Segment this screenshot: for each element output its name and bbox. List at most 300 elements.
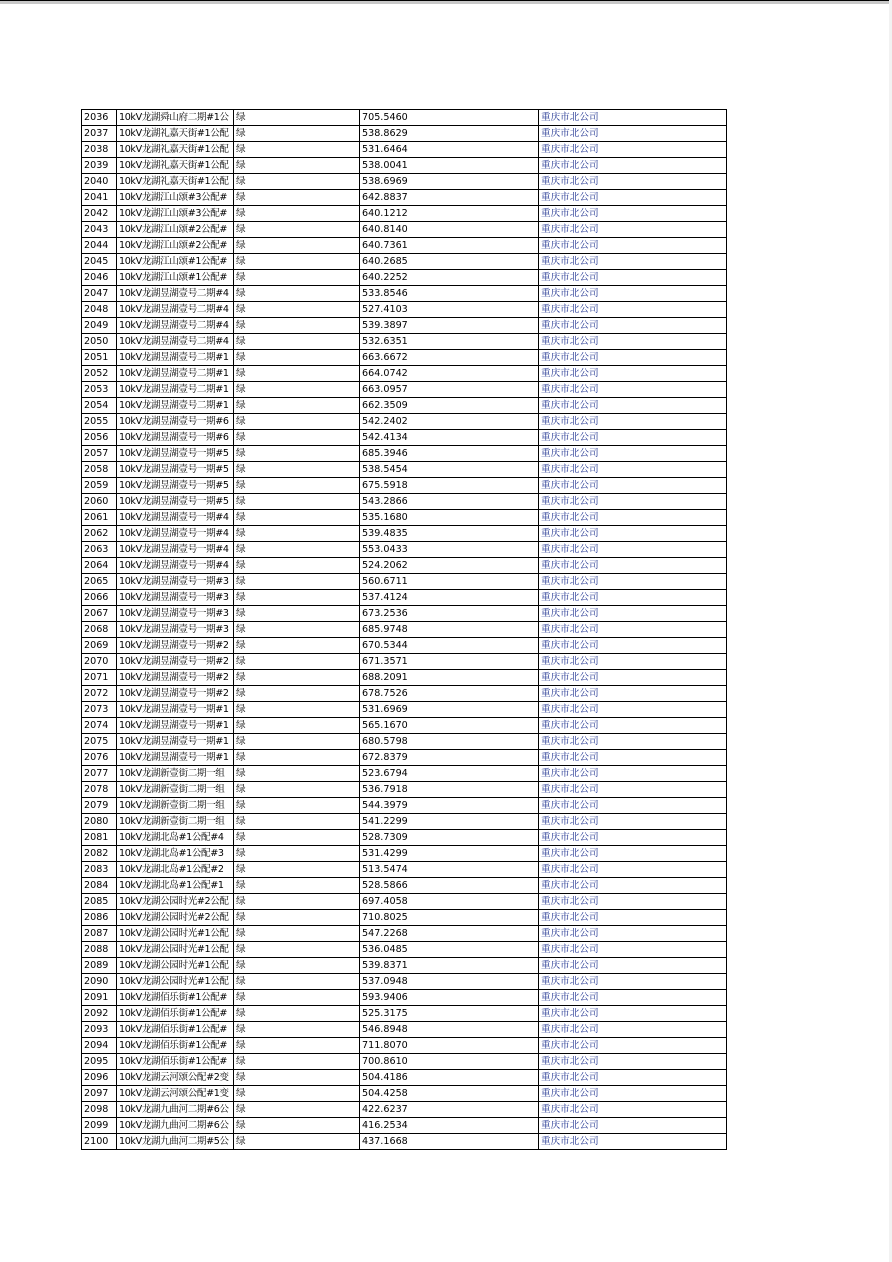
value-cell: 504.4258 [360, 1086, 539, 1102]
table-row [82, 110, 727, 126]
status-color-cell: 绿 [234, 558, 360, 574]
device-name-cell: 10kV龙湖昱湖壹号一期#4 [117, 526, 234, 542]
row-number-cell: 2075 [82, 734, 117, 750]
status-color-cell: 绿 [234, 990, 360, 1006]
company-cell: 重庆市北公司 [539, 142, 727, 158]
company-cell: 重庆市北公司 [539, 734, 727, 750]
table-row [82, 382, 727, 398]
value-cell: 670.5344 [360, 638, 539, 654]
row-number-cell: 2081 [82, 830, 117, 846]
row-number-cell: 2071 [82, 670, 117, 686]
status-color-cell: 绿 [234, 254, 360, 270]
device-name-cell: 10kV龙湖九曲河二期#5公 [117, 1134, 234, 1150]
page-top-shadow [0, 1, 892, 4]
device-name-cell: 10kV龙湖昱湖壹号一期#1 [117, 702, 234, 718]
company-cell: 重庆市北公司 [539, 494, 727, 510]
status-color-cell: 绿 [234, 574, 360, 590]
value-cell: 504.4186 [360, 1070, 539, 1086]
company-cell: 重庆市北公司 [539, 254, 727, 270]
row-number-cell: 2072 [82, 686, 117, 702]
device-name-cell: 10kV龙湖昱湖壹号一期#1 [117, 718, 234, 734]
row-number-cell: 2099 [82, 1118, 117, 1134]
status-color-cell: 绿 [234, 334, 360, 350]
row-number-cell: 2098 [82, 1102, 117, 1118]
row-number-cell: 2057 [82, 446, 117, 462]
status-color-cell: 绿 [234, 174, 360, 190]
device-name-cell: 10kV龙湖佰乐街#1公配# [117, 990, 234, 1006]
company-cell: 重庆市北公司 [539, 958, 727, 974]
value-cell: 710.8025 [360, 910, 539, 926]
company-cell: 重庆市北公司 [539, 558, 727, 574]
company-cell: 重庆市北公司 [539, 462, 727, 478]
status-color-cell: 绿 [234, 734, 360, 750]
table-row [82, 254, 727, 270]
row-number-cell: 2095 [82, 1054, 117, 1070]
value-cell: 538.6969 [360, 174, 539, 190]
row-number-cell: 2047 [82, 286, 117, 302]
device-name-cell: 10kV龙湖昱湖壹号一期#3 [117, 590, 234, 606]
company-cell: 重庆市北公司 [539, 750, 727, 766]
device-name-cell: 10kV龙湖昱湖壹号二期#4 [117, 318, 234, 334]
table-row [82, 462, 727, 478]
value-cell: 560.6711 [360, 574, 539, 590]
device-name-cell: 10kV龙湖佰乐街#1公配# [117, 1054, 234, 1070]
status-color-cell: 绿 [234, 222, 360, 238]
company-cell: 重庆市北公司 [539, 350, 727, 366]
value-cell: 532.6351 [360, 334, 539, 350]
device-name-cell: 10kV龙湖昱湖壹号一期#5 [117, 478, 234, 494]
row-number-cell: 2088 [82, 942, 117, 958]
value-cell: 416.2534 [360, 1118, 539, 1134]
device-name-cell: 10kV龙湖昱湖壹号二期#1 [117, 382, 234, 398]
status-color-cell: 绿 [234, 686, 360, 702]
device-name-cell: 10kV龙湖江山颂#1公配# [117, 270, 234, 286]
row-number-cell: 2070 [82, 654, 117, 670]
row-number-cell: 2046 [82, 270, 117, 286]
device-name-cell: 10kV龙湖佰乐街#1公配# [117, 1022, 234, 1038]
company-cell: 重庆市北公司 [539, 414, 727, 430]
company-cell: 重庆市北公司 [539, 270, 727, 286]
device-name-cell: 10kV龙湖新壹街二期一组 [117, 782, 234, 798]
company-cell: 重庆市北公司 [539, 606, 727, 622]
company-cell: 重庆市北公司 [539, 382, 727, 398]
company-cell: 重庆市北公司 [539, 478, 727, 494]
company-cell: 重庆市北公司 [539, 942, 727, 958]
table-row [82, 830, 727, 846]
device-name-cell: 10kV龙湖礼嘉天街#1公配 [117, 142, 234, 158]
table-row [82, 670, 727, 686]
table-row [82, 478, 727, 494]
company-cell: 重庆市北公司 [539, 718, 727, 734]
status-color-cell: 绿 [234, 158, 360, 174]
status-color-cell: 绿 [234, 366, 360, 382]
status-color-cell: 绿 [234, 622, 360, 638]
value-cell: 536.0485 [360, 942, 539, 958]
value-cell: 640.7361 [360, 238, 539, 254]
company-cell: 重庆市北公司 [539, 1134, 727, 1150]
row-number-cell: 2038 [82, 142, 117, 158]
company-cell: 重庆市北公司 [539, 1006, 727, 1022]
row-number-cell: 2090 [82, 974, 117, 990]
company-cell: 重庆市北公司 [539, 1038, 727, 1054]
row-number-cell: 2080 [82, 814, 117, 830]
row-number-cell: 2073 [82, 702, 117, 718]
device-name-cell: 10kV龙湖北岛#1公配#3 [117, 846, 234, 862]
table-row [82, 606, 727, 622]
table-row [82, 350, 727, 366]
company-cell: 重庆市北公司 [539, 766, 727, 782]
status-color-cell: 绿 [234, 110, 360, 126]
value-cell: 527.4103 [360, 302, 539, 318]
table-row [82, 1038, 727, 1054]
device-name-cell: 10kV龙湖佰乐街#1公配# [117, 1006, 234, 1022]
company-cell: 重庆市北公司 [539, 1022, 727, 1038]
status-color-cell: 绿 [234, 862, 360, 878]
table-row [82, 958, 727, 974]
table-row [82, 318, 727, 334]
table-row [82, 622, 727, 638]
value-cell: 525.3175 [360, 1006, 539, 1022]
value-cell: 531.6464 [360, 142, 539, 158]
device-name-cell: 10kV龙湖新壹街二期一组 [117, 814, 234, 830]
status-color-cell: 绿 [234, 206, 360, 222]
value-cell: 593.9406 [360, 990, 539, 1006]
table-row [82, 814, 727, 830]
table-row [82, 686, 727, 702]
row-number-cell: 2094 [82, 1038, 117, 1054]
table-row [82, 142, 727, 158]
device-name-cell: 10kV龙湖礼嘉天街#1公配 [117, 174, 234, 190]
device-name-cell: 10kV龙湖江山颂#3公配# [117, 206, 234, 222]
status-color-cell: 绿 [234, 446, 360, 462]
company-cell: 重庆市北公司 [539, 366, 727, 382]
value-cell: 538.0041 [360, 158, 539, 174]
device-name-cell: 10kV龙湖舜山府二期#1公 [117, 110, 234, 126]
status-color-cell: 绿 [234, 718, 360, 734]
value-cell: 544.3979 [360, 798, 539, 814]
value-cell: 672.8379 [360, 750, 539, 766]
status-color-cell: 绿 [234, 974, 360, 990]
device-name-cell: 10kV龙湖昱湖壹号一期#2 [117, 654, 234, 670]
value-cell: 528.7309 [360, 830, 539, 846]
device-name-cell: 10kV龙湖公园时光#1公配 [117, 974, 234, 990]
company-cell: 重庆市北公司 [539, 686, 727, 702]
status-color-cell: 绿 [234, 766, 360, 782]
company-cell: 重庆市北公司 [539, 830, 727, 846]
device-name-cell: 10kV龙湖九曲河二期#6公 [117, 1102, 234, 1118]
status-color-cell: 绿 [234, 878, 360, 894]
status-color-cell: 绿 [234, 894, 360, 910]
status-color-cell: 绿 [234, 510, 360, 526]
company-cell: 重庆市北公司 [539, 574, 727, 590]
value-cell: 546.8948 [360, 1022, 539, 1038]
table-row [82, 542, 727, 558]
table-row [82, 1022, 727, 1038]
company-cell: 重庆市北公司 [539, 814, 727, 830]
status-color-cell: 绿 [234, 494, 360, 510]
company-cell: 重庆市北公司 [539, 862, 727, 878]
row-number-cell: 2093 [82, 1022, 117, 1038]
value-cell: 640.2685 [360, 254, 539, 270]
row-number-cell: 2042 [82, 206, 117, 222]
device-name-cell: 10kV龙湖江山颂#3公配# [117, 190, 234, 206]
table-row [82, 926, 727, 942]
status-color-cell: 绿 [234, 910, 360, 926]
status-color-cell: 绿 [234, 382, 360, 398]
status-color-cell: 绿 [234, 702, 360, 718]
value-cell: 640.8140 [360, 222, 539, 238]
value-cell: 685.9748 [360, 622, 539, 638]
device-name-cell: 10kV龙湖昱湖壹号一期#2 [117, 670, 234, 686]
value-cell: 539.4835 [360, 526, 539, 542]
value-cell: 565.1670 [360, 718, 539, 734]
row-number-cell: 2084 [82, 878, 117, 894]
company-cell: 重庆市北公司 [539, 622, 727, 638]
device-name-cell: 10kV龙湖江山颂#2公配# [117, 238, 234, 254]
company-cell: 重庆市北公司 [539, 974, 727, 990]
value-cell: 537.0948 [360, 974, 539, 990]
status-color-cell: 绿 [234, 542, 360, 558]
company-cell: 重庆市北公司 [539, 318, 727, 334]
table-row [82, 286, 727, 302]
company-cell: 重庆市北公司 [539, 126, 727, 142]
table-row [82, 702, 727, 718]
row-number-cell: 2049 [82, 318, 117, 334]
table-row [82, 654, 727, 670]
device-name-cell: 10kV龙湖昱湖壹号二期#1 [117, 350, 234, 366]
status-color-cell: 绿 [234, 1086, 360, 1102]
value-cell: 662.3509 [360, 398, 539, 414]
device-name-cell: 10kV龙湖昱湖壹号一期#3 [117, 574, 234, 590]
value-cell: 663.0957 [360, 382, 539, 398]
value-cell: 524.2062 [360, 558, 539, 574]
table-row [82, 190, 727, 206]
status-color-cell: 绿 [234, 958, 360, 974]
row-number-cell: 2097 [82, 1086, 117, 1102]
table-row [82, 974, 727, 990]
status-color-cell: 绿 [234, 1006, 360, 1022]
row-number-cell: 2079 [82, 798, 117, 814]
row-number-cell: 2053 [82, 382, 117, 398]
device-name-cell: 10kV龙湖昱湖壹号一期#1 [117, 750, 234, 766]
row-number-cell: 2087 [82, 926, 117, 942]
status-color-cell: 绿 [234, 1070, 360, 1086]
row-number-cell: 2077 [82, 766, 117, 782]
row-number-cell: 2040 [82, 174, 117, 190]
company-cell: 重庆市北公司 [539, 334, 727, 350]
table-row [82, 430, 727, 446]
device-name-cell: 10kV龙湖新壹街二期一组 [117, 798, 234, 814]
row-number-cell: 2100 [82, 1134, 117, 1150]
device-name-cell: 10kV龙湖新壹街二期一组 [117, 766, 234, 782]
status-color-cell: 绿 [234, 1038, 360, 1054]
table-row [82, 398, 727, 414]
company-cell: 重庆市北公司 [539, 110, 727, 126]
value-cell: 640.1212 [360, 206, 539, 222]
value-cell: 640.2252 [360, 270, 539, 286]
status-color-cell: 绿 [234, 926, 360, 942]
row-number-cell: 2048 [82, 302, 117, 318]
row-number-cell: 2037 [82, 126, 117, 142]
company-cell: 重庆市北公司 [539, 910, 727, 926]
device-name-cell: 10kV龙湖昱湖壹号二期#4 [117, 302, 234, 318]
device-name-cell: 10kV龙湖昱湖壹号二期#1 [117, 398, 234, 414]
device-name-cell: 10kV龙湖公园时光#1公配 [117, 942, 234, 958]
row-number-cell: 2083 [82, 862, 117, 878]
company-cell: 重庆市北公司 [539, 302, 727, 318]
device-name-cell: 10kV龙湖昱湖壹号二期#4 [117, 334, 234, 350]
device-name-cell: 10kV龙湖昱湖壹号一期#6 [117, 414, 234, 430]
company-cell: 重庆市北公司 [539, 430, 727, 446]
status-color-cell: 绿 [234, 126, 360, 142]
value-cell: 697.4058 [360, 894, 539, 910]
row-number-cell: 2052 [82, 366, 117, 382]
device-name-cell: 10kV龙湖昱湖壹号一期#6 [117, 430, 234, 446]
table-row [82, 126, 727, 142]
row-number-cell: 2045 [82, 254, 117, 270]
company-cell: 重庆市北公司 [539, 670, 727, 686]
row-number-cell: 2062 [82, 526, 117, 542]
status-color-cell: 绿 [234, 414, 360, 430]
value-cell: 513.5474 [360, 862, 539, 878]
device-name-cell: 10kV龙湖昱湖壹号一期#3 [117, 606, 234, 622]
company-cell: 重庆市北公司 [539, 590, 727, 606]
company-cell: 重庆市北公司 [539, 638, 727, 654]
value-cell: 700.8610 [360, 1054, 539, 1070]
company-cell: 重庆市北公司 [539, 206, 727, 222]
value-cell: 685.3946 [360, 446, 539, 462]
table-row [82, 782, 727, 798]
value-cell: 711.8070 [360, 1038, 539, 1054]
device-name-cell: 10kV龙湖昱湖壹号一期#5 [117, 462, 234, 478]
value-cell: 542.4134 [360, 430, 539, 446]
value-cell: 642.8837 [360, 190, 539, 206]
company-cell: 重庆市北公司 [539, 286, 727, 302]
status-color-cell: 绿 [234, 590, 360, 606]
row-number-cell: 2060 [82, 494, 117, 510]
company-cell: 重庆市北公司 [539, 1054, 727, 1070]
row-number-cell: 2068 [82, 622, 117, 638]
company-cell: 重庆市北公司 [539, 990, 727, 1006]
value-cell: 680.5798 [360, 734, 539, 750]
value-cell: 553.0433 [360, 542, 539, 558]
row-number-cell: 2054 [82, 398, 117, 414]
row-number-cell: 2089 [82, 958, 117, 974]
status-color-cell: 绿 [234, 1102, 360, 1118]
table-row [82, 1086, 727, 1102]
device-name-cell: 10kV龙湖昱湖壹号二期#4 [117, 286, 234, 302]
status-color-cell: 绿 [234, 798, 360, 814]
status-color-cell: 绿 [234, 654, 360, 670]
table-row [82, 590, 727, 606]
device-name-cell: 10kV龙湖昱湖壹号一期#2 [117, 686, 234, 702]
table-row [82, 718, 727, 734]
value-cell: 538.8629 [360, 126, 539, 142]
table-row [82, 494, 727, 510]
row-number-cell: 2051 [82, 350, 117, 366]
value-cell: 675.5918 [360, 478, 539, 494]
table-row [82, 734, 727, 750]
company-cell: 重庆市北公司 [539, 174, 727, 190]
table-row [82, 446, 727, 462]
table-row [82, 1134, 727, 1150]
value-cell: 705.5460 [360, 110, 539, 126]
table-row [82, 638, 727, 654]
table-row [82, 158, 727, 174]
status-color-cell: 绿 [234, 190, 360, 206]
status-color-cell: 绿 [234, 462, 360, 478]
row-number-cell: 2041 [82, 190, 117, 206]
value-cell: 541.2299 [360, 814, 539, 830]
value-cell: 535.1680 [360, 510, 539, 526]
company-cell: 重庆市北公司 [539, 702, 727, 718]
company-cell: 重庆市北公司 [539, 846, 727, 862]
company-cell: 重庆市北公司 [539, 782, 727, 798]
row-number-cell: 2036 [82, 110, 117, 126]
value-cell: 531.6969 [360, 702, 539, 718]
value-cell: 539.3897 [360, 318, 539, 334]
row-number-cell: 2085 [82, 894, 117, 910]
device-name-cell: 10kV龙湖公园时光#2公配 [117, 894, 234, 910]
status-color-cell: 绿 [234, 830, 360, 846]
row-number-cell: 2039 [82, 158, 117, 174]
row-number-cell: 2082 [82, 846, 117, 862]
company-cell: 重庆市北公司 [539, 542, 727, 558]
value-cell: 542.2402 [360, 414, 539, 430]
value-cell: 528.5866 [360, 878, 539, 894]
table-row [82, 334, 727, 350]
table-row [82, 942, 727, 958]
company-cell: 重庆市北公司 [539, 1070, 727, 1086]
value-cell: 437.1668 [360, 1134, 539, 1150]
row-number-cell: 2066 [82, 590, 117, 606]
company-cell: 重庆市北公司 [539, 510, 727, 526]
device-name-cell: 10kV龙湖九曲河二期#6公 [117, 1118, 234, 1134]
status-color-cell: 绿 [234, 750, 360, 766]
value-cell: 533.8546 [360, 286, 539, 302]
table-row [82, 558, 727, 574]
table-row [82, 910, 727, 926]
value-cell: 523.6794 [360, 766, 539, 782]
device-name-cell: 10kV龙湖云河颂公配#1变 [117, 1086, 234, 1102]
table-row [82, 894, 727, 910]
table-row [82, 846, 727, 862]
table-row [82, 574, 727, 590]
table-row [82, 302, 727, 318]
status-color-cell: 绿 [234, 638, 360, 654]
status-color-cell: 绿 [234, 318, 360, 334]
table-row [82, 1070, 727, 1086]
table-row [82, 1054, 727, 1070]
value-cell: 536.7918 [360, 782, 539, 798]
row-number-cell: 2065 [82, 574, 117, 590]
device-name-cell: 10kV龙湖北岛#1公配#2 [117, 862, 234, 878]
table-row [82, 206, 727, 222]
device-name-cell: 10kV龙湖昱湖壹号一期#2 [117, 638, 234, 654]
row-number-cell: 2091 [82, 990, 117, 1006]
company-cell: 重庆市北公司 [539, 894, 727, 910]
table-row [82, 1102, 727, 1118]
table-row [82, 510, 727, 526]
company-cell: 重庆市北公司 [539, 238, 727, 254]
status-color-cell: 绿 [234, 670, 360, 686]
device-name-cell: 10kV龙湖北岛#1公配#1 [117, 878, 234, 894]
status-color-cell: 绿 [234, 302, 360, 318]
device-name-cell: 10kV龙湖礼嘉天街#1公配 [117, 126, 234, 142]
status-color-cell: 绿 [234, 1054, 360, 1070]
device-name-cell: 10kV龙湖江山颂#2公配# [117, 222, 234, 238]
company-cell: 重庆市北公司 [539, 222, 727, 238]
